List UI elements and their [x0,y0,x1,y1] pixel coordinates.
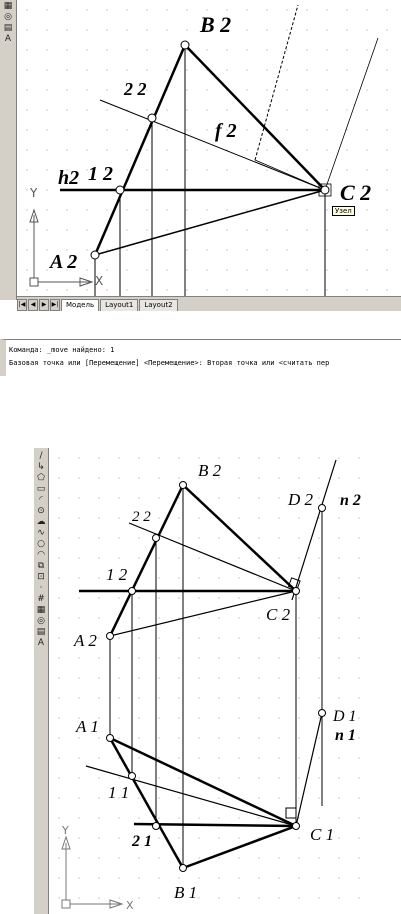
segment-BC [185,45,325,190]
label-D1: D 1 [333,708,357,725]
hatch-icon[interactable]: ▦ [3,1,13,11]
circle-icon[interactable]: ⊙ [37,506,45,516]
point-B1 [180,865,187,872]
label-B2: B 2 [198,461,222,480]
top-screenshot [0,0,401,378]
segment-A2B2 [110,485,183,636]
region-icon[interactable]: ◎ [37,616,45,626]
label-D2: D 2 [288,490,314,509]
point-icon[interactable]: · [39,583,43,593]
prev-tab-button[interactable]: ◀ [28,299,38,311]
ellipse-arc-icon[interactable]: ◠ [37,550,45,560]
spline-icon[interactable]: ∿ [37,528,45,538]
point-D2 [319,505,326,512]
command-window[interactable] [0,339,401,376]
segment-AC [95,190,325,255]
snap-tooltip: Узел [332,206,355,216]
line-n2 [292,460,336,600]
point-A2 [91,251,99,259]
region-icon[interactable]: ◎ [4,12,12,22]
label-C1: C 1 [310,825,335,844]
perpendicular-marker [286,808,296,818]
tab-model[interactable]: Модель [61,299,99,311]
line-through-2-2 [129,523,296,591]
label-A1: A 1 [76,717,99,736]
point-2-2 [148,114,156,122]
point-A1 [107,735,114,742]
line-n1 [296,713,322,826]
text-icon[interactable]: A [37,638,45,648]
layout-tabs [17,296,401,311]
line-icon[interactable]: / [39,451,43,461]
table-icon[interactable]: ▤ [36,627,46,637]
drawing-top [0,0,401,300]
command-prompt-line: Базовая точка или [Перемещение] <Перемещение>: Вторая точка или <считать пер [9,359,330,367]
table-icon[interactable]: ▤ [3,23,13,33]
label-2-2: 2 2 [124,79,147,99]
axis-y-label: Y [62,824,69,837]
segment-B1C1 [183,826,296,868]
bottom-screenshot [34,448,368,912]
label-f2: f 2 [215,120,237,142]
polygon-icon[interactable]: ⬠ [37,473,45,483]
axis-y-label: Y [30,186,38,200]
segment-A1C1 [110,738,296,826]
insert-block-icon[interactable]: ⧉ [37,561,45,571]
point-1-2 [129,588,136,595]
label-B2: B 2 [200,12,232,37]
point-C2 [293,588,300,595]
thin-line [255,160,325,190]
label-C2: C 2 [266,605,291,624]
point-2-1 [153,823,160,830]
cloud-icon[interactable]: ☁ [36,517,46,527]
ucs-icon [62,837,122,908]
label-A2: A 2 [74,631,97,650]
point-2-2 [153,535,160,542]
label-2-2: 2 2 [132,509,151,525]
arc-icon[interactable]: ◜ [39,495,43,505]
label-1-2: 1 2 [106,565,128,584]
tab-layout1[interactable]: Layout1 [100,299,138,311]
point-A2 [107,633,114,640]
label-A2: A 2 [50,251,78,273]
make-block-icon[interactable]: ⊡ [37,572,45,582]
label-1-1: 1 1 [108,783,130,802]
rectangle-icon[interactable]: ▭ [36,484,46,494]
gradient-icon[interactable]: ▦ [36,605,46,615]
point-C2 [321,186,329,194]
point-B2 [180,482,187,489]
point-C1 [293,823,300,830]
last-tab-button[interactable]: ▶| [50,299,60,311]
axis-x-label: X [95,274,104,288]
label-1-2: 1 2 [88,163,113,185]
point-D1 [319,710,326,717]
next-tab-button[interactable]: ▶ [39,299,49,311]
label-n1: n 1 [335,727,356,744]
hatch-icon[interactable]: # [37,594,45,604]
label-C2: C 2 [340,180,372,205]
label-B1: B 1 [174,883,198,902]
axis-x-label: X [126,899,134,912]
ucs-icon [30,210,92,286]
line-f2 [100,100,325,190]
ellipse-icon[interactable]: ○ [37,539,45,549]
label-n2: n 2 [340,492,361,509]
status-gap [0,311,401,339]
thin-line [325,38,378,190]
point-1-1 [129,773,136,780]
label-2-1: 2 1 [132,833,152,850]
dashed-line [255,5,298,160]
drawing-bottom [34,448,368,912]
segment-B2C2 [183,485,296,591]
first-tab-button[interactable]: |◀ [17,299,27,311]
polyline-icon[interactable]: ↳ [37,462,45,472]
tab-layout2[interactable]: Layout2 [139,299,177,311]
point-B2 [181,41,189,49]
label-h2: h2 [58,167,80,189]
text-icon[interactable]: A [4,34,12,44]
command-history-line: Команда: _move найдено: 1 [9,346,115,354]
point-1-2 [116,186,124,194]
segment-AB [95,45,185,255]
